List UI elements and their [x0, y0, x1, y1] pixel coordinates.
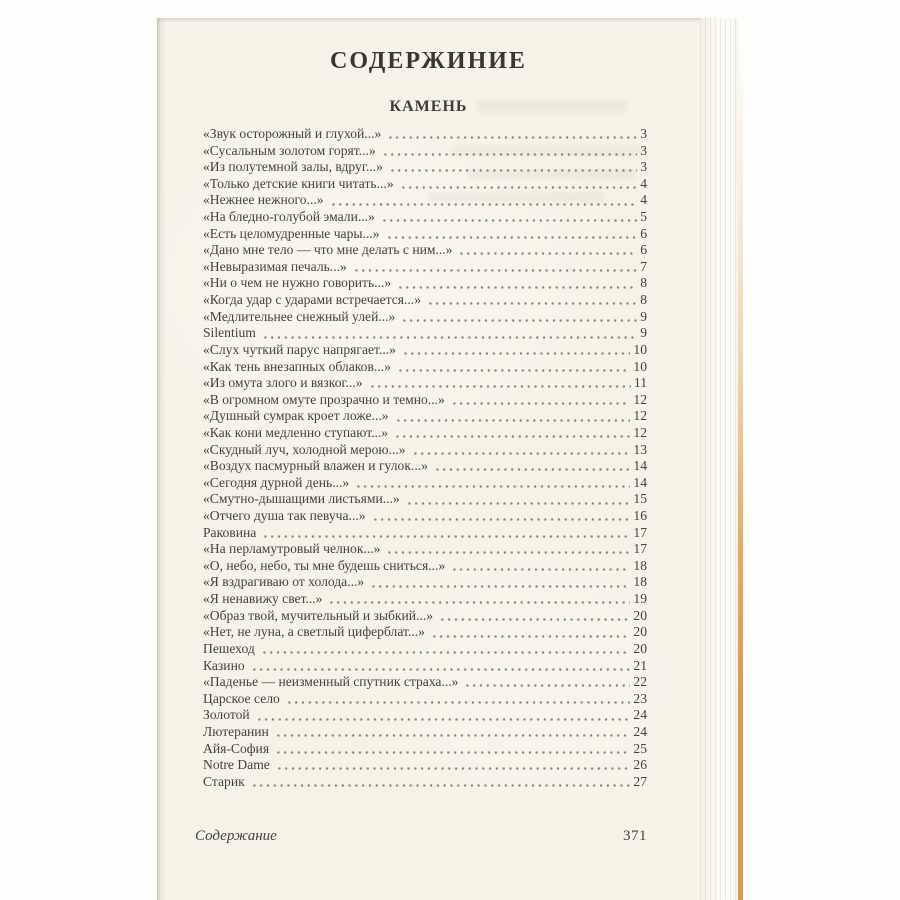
dot-leader	[328, 601, 630, 604]
toc-entry	[203, 574, 647, 591]
toc-entry-page: 14	[633, 458, 647, 474]
toc-entry-title: «Нежнее нежного...»	[203, 192, 324, 208]
toc-entry	[203, 192, 647, 209]
toc-entry-title: «Как кони медленно ступают...»	[203, 424, 389, 440]
toc-entry-page: 10	[633, 358, 647, 374]
toc-entry-page: 3	[640, 159, 647, 175]
toc-entry-page: 16	[633, 508, 647, 524]
toc-entry-title: «Звук осторожный и глухой...»	[203, 126, 382, 141]
toc-entry-title: «Скудный луч, холодной мерою...»	[203, 441, 406, 457]
toc-entry-title: «Воздух пасмурный влажен и гулок...»	[203, 458, 428, 474]
toc-entry-page: 8	[640, 275, 647, 291]
dot-leader	[387, 136, 637, 139]
toc-entry-title: Пешеход	[203, 640, 255, 656]
toc-entry	[203, 292, 647, 309]
toc-entry	[203, 408, 647, 425]
toc-entry	[203, 525, 647, 542]
toc-entry-title: «Только детские книги читать...»	[203, 175, 394, 191]
dot-leader	[251, 784, 631, 787]
toc-entry-page: 3	[640, 142, 647, 158]
dot-leader	[330, 203, 638, 206]
toc-entry-page: 24	[633, 707, 647, 723]
dot-leader	[451, 568, 630, 571]
toc-entry-title: «Когда удар с ударами встречается...»	[203, 292, 422, 308]
toc-entry	[203, 325, 647, 342]
toc-entry	[203, 641, 647, 658]
dot-leader	[386, 551, 630, 554]
dot-leader	[381, 219, 637, 222]
toc-entry-page: 11	[633, 375, 647, 391]
toc-entry	[203, 458, 647, 475]
toc-entry-title: Silentium	[203, 325, 256, 341]
toc-entry-page: 9	[640, 325, 647, 341]
toc-entry-title: «Как тень внезапных облаков...»	[203, 358, 391, 374]
toc-entry-page: 23	[633, 690, 647, 706]
toc-entry	[203, 707, 647, 724]
toc-entry-title: Раковина	[203, 524, 257, 540]
dot-leader	[275, 734, 631, 737]
toc-entry-page: 4	[640, 175, 647, 191]
toc-entry	[203, 691, 647, 708]
toc-entry-title: «О, небо, небо, ты мне будешь сниться...»	[203, 557, 446, 573]
toc-section-heading: КАМЕНЬ	[389, 98, 468, 115]
page-edge-strip	[700, 18, 738, 900]
toc-entry	[203, 309, 647, 326]
page-footer	[195, 828, 647, 845]
dot-leader	[451, 402, 631, 405]
dot-leader	[286, 701, 631, 704]
dot-leader	[372, 518, 631, 521]
toc-entry-title: Notre Dame	[203, 757, 270, 773]
toc-entry-page: 25	[633, 740, 647, 756]
toc-entry-title: «Душный сумрак кроет ложе...»	[203, 408, 389, 424]
toc-entry	[203, 508, 647, 525]
dot-leader	[370, 585, 630, 588]
toc-entry-title: «Из омута злого и вязког...»	[203, 375, 363, 391]
toc-entry-page: 9	[640, 308, 647, 324]
toc-entry	[203, 724, 647, 741]
dot-leader	[262, 336, 637, 339]
book-page	[157, 18, 700, 900]
toc-entry-page: 10	[633, 341, 647, 357]
toc-entry-page: 15	[633, 491, 647, 507]
toc-entry-page: 20	[633, 624, 647, 640]
dot-leader	[431, 635, 630, 638]
dot-leader	[395, 419, 631, 422]
dot-leader	[400, 186, 638, 189]
toc-entry-page: 12	[633, 408, 647, 424]
dot-leader	[397, 369, 631, 372]
toc-entry	[203, 159, 647, 176]
toc-entry	[203, 558, 647, 575]
dot-leader	[355, 485, 630, 488]
toc-entry-title: «Слух чуткий парус напрягает...»	[203, 341, 396, 357]
toc-entry-title: «Из полутемной залы, вдруг...»	[203, 159, 383, 175]
toc-entry-page: 8	[640, 292, 647, 308]
toc-entry-title: «В огромном омуте прозрачно и темно...»	[203, 391, 445, 407]
toc-entry-page: 22	[633, 674, 647, 690]
toc-entry-title: «Нет, не луна, а светлый циферблат...»	[203, 624, 425, 640]
toc-entry-page: 6	[640, 242, 647, 258]
dot-leader	[256, 718, 631, 721]
toc-entry-page: 3	[640, 126, 647, 141]
dot-leader	[261, 651, 631, 654]
toc-entry-title: Старик	[203, 773, 245, 789]
toc-entry	[203, 757, 647, 774]
toc-entry-page: 7	[640, 258, 647, 274]
toc-entry-page: 17	[633, 541, 647, 557]
toc-entry-page: 18	[633, 557, 647, 573]
toc-entry-title: «Невыразимая печаль...»	[203, 258, 347, 274]
toc-entry-page: 12	[633, 391, 647, 407]
toc-entry	[203, 359, 647, 376]
toc-entry-title: «Я ненавижу свет...»	[203, 591, 323, 607]
toc-entry	[203, 226, 647, 243]
dot-leader	[406, 502, 631, 505]
dot-leader	[251, 668, 631, 671]
toc-entry-page: 18	[633, 574, 647, 590]
toc-entry-title: «Есть целомудренные чары...»	[203, 225, 380, 241]
toc-entry-title: «Сегодня дурной день...»	[203, 474, 350, 490]
page-edge-tint-line	[738, 40, 743, 900]
footer-running-title: Содержание	[195, 828, 277, 844]
toc-entry	[203, 741, 647, 758]
toc-entry-title: «На бледно-голубой эмали...»	[203, 209, 375, 225]
toc-entry	[203, 442, 647, 459]
toc-entry-title: «Смутно-дышащими листьями...»	[203, 491, 400, 507]
toc-entry	[203, 342, 647, 359]
toc-entry-title: Лютеранин	[203, 723, 269, 739]
toc-entry-title: «Отчего душа так певуча...»	[203, 508, 366, 524]
dot-leader	[412, 452, 631, 455]
footer-page-number: 371	[623, 828, 647, 844]
toc-entry-page: 27	[633, 773, 647, 789]
toc-entry	[203, 674, 647, 691]
toc-entry	[203, 624, 647, 641]
toc-entry	[203, 591, 647, 608]
toc-entry-title: «Я вздрагиваю от холода...»	[203, 574, 365, 590]
toc-entry	[203, 491, 647, 508]
toc-entry-title: «Образ твой, мучительный и зыбкий...»	[203, 607, 434, 623]
toc-entry	[203, 541, 647, 558]
toc-entry-page: 13	[633, 441, 647, 457]
toc-entry	[203, 392, 647, 409]
toc-entry-title: «Сусальным золотом горят...»	[203, 142, 376, 158]
dot-leader	[434, 468, 630, 471]
toc-entry-page: 19	[633, 591, 647, 607]
toc-entry-page: 24	[633, 723, 647, 739]
dot-leader	[262, 535, 630, 538]
toc-entry	[203, 176, 647, 193]
toc-entry-page: 12	[633, 424, 647, 440]
toc-entry-title: Царское село	[203, 690, 280, 706]
toc-entry	[203, 143, 647, 160]
dot-leader	[402, 352, 630, 355]
toc-entry-title: «Паденье — неизменный спутник страха...»	[203, 674, 459, 690]
toc-entry-title: «На перламутровый челнок...»	[203, 541, 381, 557]
toc-entry-title: «Дано мне тело — что мне делать с ним...»	[203, 242, 453, 258]
toc-entry-title: Золотой	[203, 707, 250, 723]
dot-leader	[401, 319, 637, 322]
toc-entry-page: 17	[633, 524, 647, 540]
dot-leader	[458, 252, 637, 255]
toc-entry	[203, 242, 647, 259]
dot-leader	[389, 169, 637, 172]
toc-entry-page: 20	[633, 640, 647, 656]
dot-leader	[369, 385, 631, 388]
dot-leader	[464, 684, 630, 687]
toc-entry-title: «Медлительнее снежный улей...»	[203, 308, 396, 324]
toc-entry	[203, 774, 647, 791]
toc-entry-page: 26	[633, 757, 647, 773]
toc-entry-page: 5	[640, 209, 647, 225]
toc-entry-page: 14	[633, 474, 647, 490]
toc-entry	[203, 275, 647, 292]
toc-entry	[203, 425, 647, 442]
toc-entry-page: 20	[633, 607, 647, 623]
dot-leader	[427, 302, 637, 305]
toc-entry	[203, 608, 647, 625]
dot-leader	[439, 618, 630, 621]
toc-entry-title: «Ни о чем не нужно говорить...»	[203, 275, 392, 291]
dot-leader	[394, 435, 630, 438]
toc-entry	[203, 259, 647, 276]
toc-entry-page: 21	[633, 657, 647, 673]
toc-entry-title: Айя-София	[203, 740, 270, 756]
toc-title: СОДЕРЖИНИЕ	[330, 48, 527, 74]
toc-list	[203, 126, 647, 790]
toc-entry	[203, 126, 647, 143]
toc-entry-title: Казино	[203, 657, 245, 673]
toc-entry-page: 4	[640, 192, 647, 208]
toc-entry	[203, 475, 647, 492]
dot-leader	[382, 153, 638, 156]
dot-leader	[276, 767, 631, 770]
dot-leader	[275, 751, 630, 754]
toc-entry-page: 6	[640, 225, 647, 241]
toc-entry	[203, 375, 647, 392]
dot-leader	[386, 236, 638, 239]
toc-entry	[203, 658, 647, 675]
toc-entry	[203, 209, 647, 226]
dot-leader	[397, 286, 637, 289]
dot-leader	[353, 269, 637, 272]
